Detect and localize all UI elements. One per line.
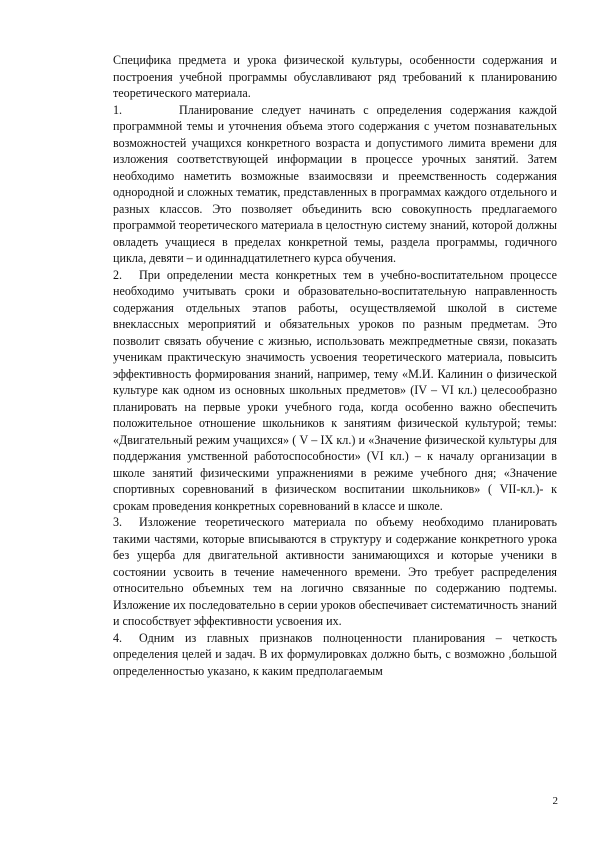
list-item-3	[113, 514, 557, 630]
item-number-1: 1.	[113, 102, 123, 117]
item-number-2: 2.	[113, 267, 123, 282]
item-text-4: Одним из главных признаков полноценности планирования – четкость определения целей и задач. В их формулировках должно быть, с возможно ,большой определенностью указано, к каким предполагаемым	[113, 630, 557, 678]
item-text-1: Планирование следует начинать с определения содержания каждой программной темы и уточнения объема этого содержания с учетом познавательных возможностей учащихся конкретного возраста и допустимого лимита времени для изложения соответствующей информации в процессе урочных занятий. Затем необходимо наметить возможные взаимосвязи и преемственность содержания однородной и сложных тематик, представленных в программах каждого отдельного и разных классов. Это позволяет объединить всю совокупность предлагаемого программой теоретического материала в целостную систему знаний, которой должны овладеть учащиеся в пределах конкретной темы, раздела программы, годичного цикла, девяти – и одиннадцатилетнего курса обучения.	[113, 102, 557, 265]
page-number: 2	[552, 795, 558, 807]
item-text-3: Изложение теоретического материала по объему необходимо планировать такими частями, которые вписываются в структуру и содержание конкретного урока без ущерба для двигательной активности занимающихся и которые ученики в состоянии усвоить в течение намеченного времени. Это требует распределения относительно объемных тем на логично связанные по содержанию подтемы. Изложение их последовательно в серии уроков обеспечивает систематичность знаний и способствует эффективности усвоения их.	[113, 515, 557, 628]
list-item-2	[113, 267, 557, 515]
list-item-1	[113, 102, 557, 267]
item-number-4: 4.	[113, 630, 123, 645]
item-text-2: При определении места конкретных тем в учебно-воспитательном процессе необходимо учитывать сроки и образовательно-воспитательную направленность содержания отдельных этапов работы, осуществляемой школой в системе внеклассных мероприятий и обязательных уроков по разным предметам. Это позволит связать обучение с жизнью, использовать межпредметные связи, показать ученикам практическую значимость усвоения теоретического материала, повысить эффективность формирования знаний, например, тему «М.И. Калинин о физической культуре как одном из основных школьных предметов» (IV – VI кл.) целесообразно планировать на первые уроки учебного года, когда особенно важно обеспечить положительное отношение школьников к занятиям физической культурой; темы: «Двигательный режим учащихся» ( V – IX кл.) и «Значение физической культуры для поддержания умственной работоспособности» (VI кл.) – к началу организации в школе занятий физическими упражнениями в режиме учебного дня; «Значение спортивных соревнований в физическом воспитании школьников» ( VII-кл.)- к срокам проведения конкретных соревнований в классе и школе.	[113, 267, 557, 513]
body-text	[113, 52, 557, 679]
intro-paragraph: Специфика предмета и урока физической культуры, особенности содержания и построения учебной программы обуславливают ряд требований к планированию теоретического материала.	[113, 53, 557, 100]
item-number-3: 3.	[113, 515, 123, 529]
list-item-4	[113, 630, 557, 680]
